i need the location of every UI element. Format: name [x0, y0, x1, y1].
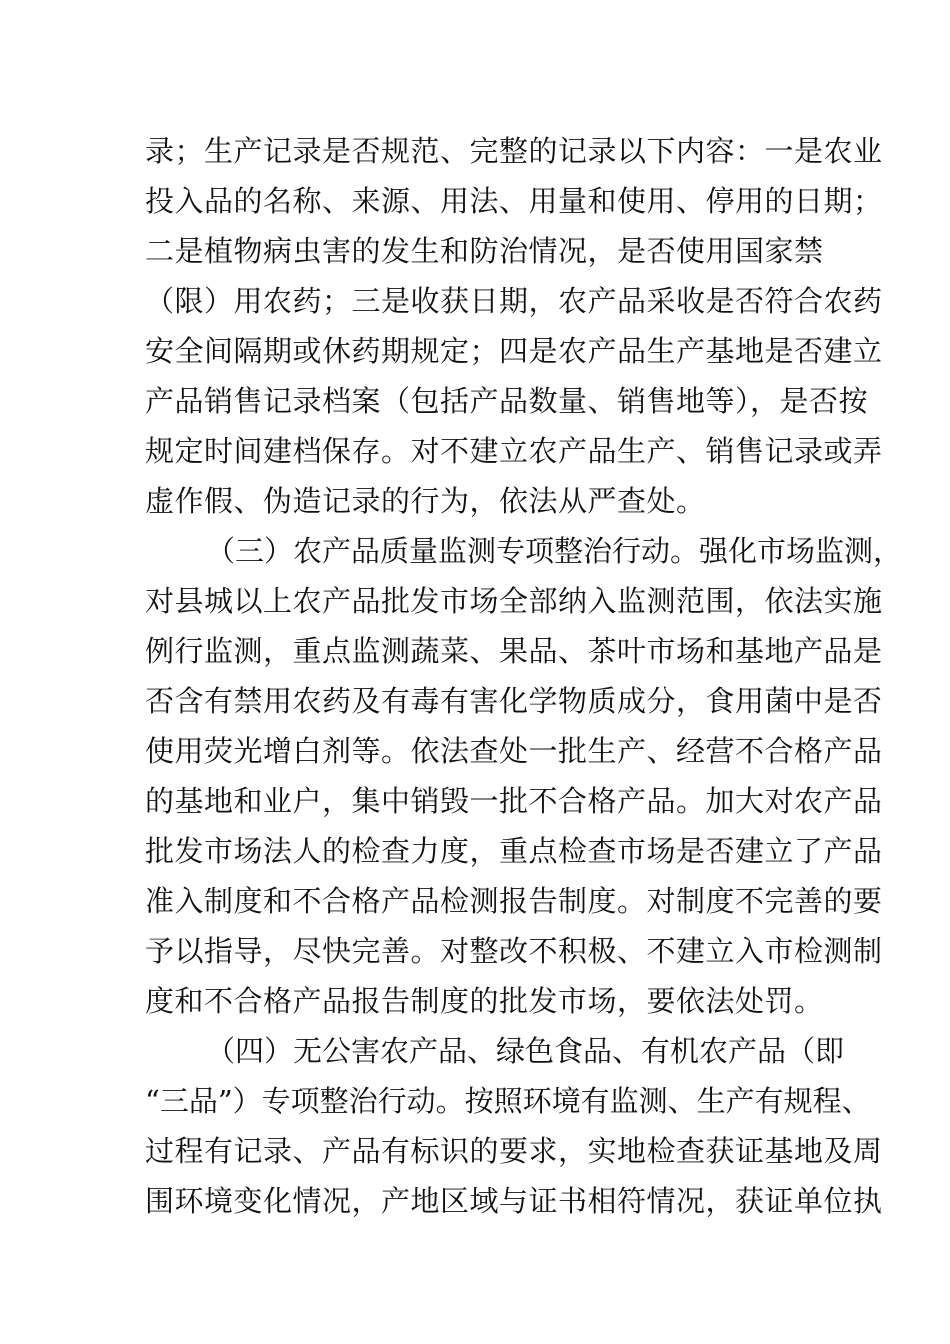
- text-line: 规定时间建档保存。对不建立农产品生产、销售记录或弄: [145, 434, 883, 468]
- text-line: （限）用农药；三是收获日期，农产品采收是否符合农药: [145, 284, 883, 318]
- text-line: 围环境变化情况，产地区域与证书相符情况，获证单位执: [145, 1184, 883, 1218]
- text-line: 安全间隔期或休药期规定；四是农产品生产基地是否建立: [145, 334, 883, 368]
- text-line: 过程有记录、产品有标识的要求，实地检查获证基地及周: [145, 1134, 883, 1168]
- text-line: 予以指导，尽快完善。对整改不积极、不建立入市检测制: [145, 934, 883, 968]
- section-heading-four: （四）无公害农产品、绿色食品、有机农产品（即: [206, 1034, 845, 1068]
- text-line: 投入品的名称、来源、用法、用量和使用、停用的日期；: [145, 184, 883, 218]
- text-line: 二是植物病虫害的发生和防治情况，是否使用国家禁: [145, 234, 824, 268]
- text-line: 录；生产记录是否规范、完整的记录以下内容：一是农业: [145, 134, 883, 168]
- text-line: 准入制度和不合格产品检测报告制度。对制度不完善的要: [145, 884, 883, 918]
- text-line: 批发市场法人的检查力度，重点检查市场是否建立了产品: [145, 834, 883, 868]
- text-line: “三品”）专项整治行动。按照环境有监测、生产有规程、: [145, 1084, 871, 1118]
- text-line: 例行监测，重点监测蔬菜、果品、茶叶市场和基地产品是: [145, 634, 883, 668]
- text-line: 虚作假、伪造记录的行为，依法从严查处。: [145, 484, 706, 518]
- text-line: 使用荧光增白剂等。依法查处一批生产、经营不合格产品: [145, 734, 883, 768]
- text-line: 度和不合格产品报告制度的批发市场，要依法处罚。: [145, 984, 824, 1018]
- text-line: 产品销售记录档案（包括产品数量、销售地等），是否按: [145, 384, 869, 418]
- section-heading-three: （三）农产品质量监测专项整治行动。强化市场监测，: [206, 534, 903, 568]
- text-line: 对县城以上农产品批发市场全部纳入监测范围，依法实施: [145, 584, 883, 618]
- text-line: 的基地和业户，集中销毁一批不合格产品。加大对农产品: [145, 784, 883, 818]
- text-line: 否含有禁用农药及有毒有害化学物质成分，食用菌中是否: [145, 684, 883, 718]
